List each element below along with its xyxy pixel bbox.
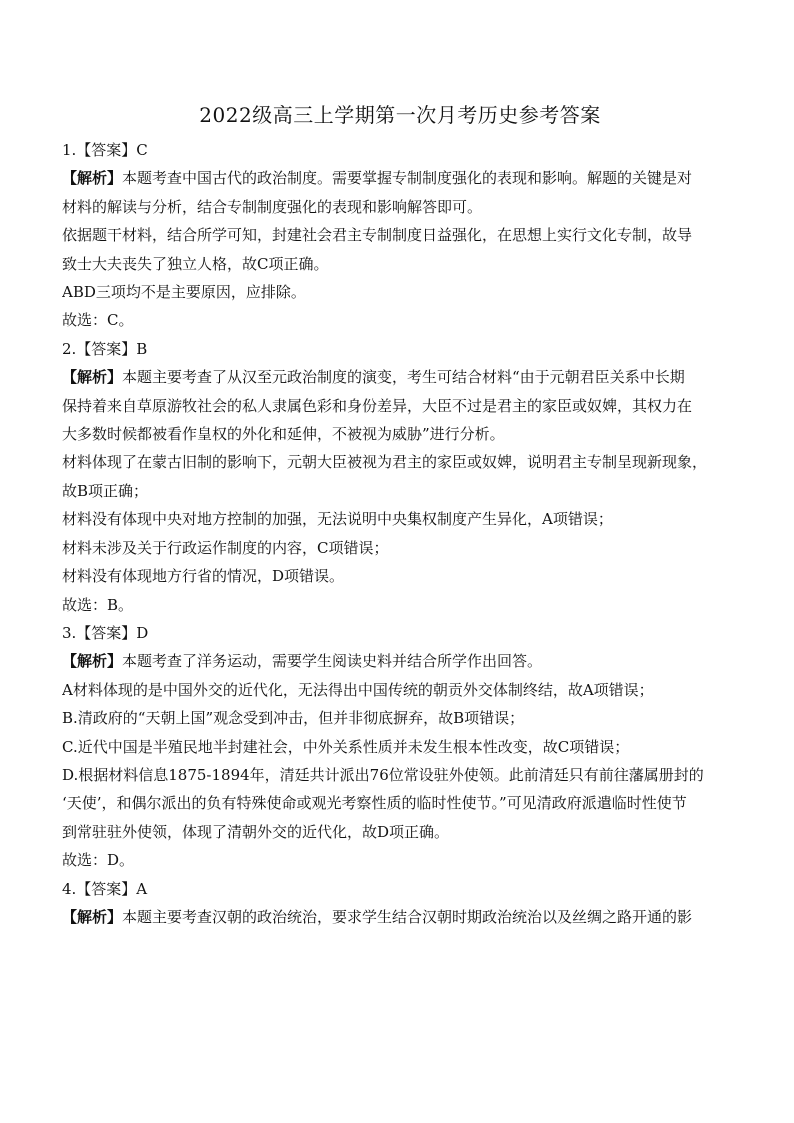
choice-line: 故选：D。 <box>62 851 135 870</box>
analysis-line <box>62 363 738 391</box>
choice-line: 故选：C。 <box>62 311 134 330</box>
analysis-text: 故B项正确； <box>62 481 149 500</box>
analysis-text: D.根据材料信息1875-1894年，清廷共计派出76位常设驻外使领。此前清廷只有前往藩属册封的 <box>62 765 704 784</box>
analysis-text: 保持着来自草原游牧社会的私人隶属色彩和身份差异，大臣不过是君主的家臣或奴婢，其权力在 <box>62 396 693 415</box>
analysis-text: 依据题干材料，结合所学可知，封建社会君主专制制度日益强化，在思想上实行文化专制，故导 <box>62 226 693 245</box>
question-1 <box>62 136 738 335</box>
analysis-tag: 【解析】 <box>62 169 123 188</box>
analysis-text: 本题主要考查汉朝的政治统治，要求学生结合汉朝时期政治统治以及丝绸之路开通的影 <box>122 907 693 926</box>
analysis-text: A材料体现的是中国外交的近代化，无法得出中国传统的朝贡外交体制终结，故A项错误； <box>62 680 654 699</box>
analysis-text: 本题考查了洋务运动，需要学生阅读史料并结合所学作出回答。 <box>122 652 543 671</box>
analysis-text: 本题考查中国古代的政治制度。需要掌握专制制度强化的表现和影响。解题的关键是对 <box>122 169 693 188</box>
analysis-line <box>62 903 738 931</box>
analysis-tag: 【解析】 <box>62 907 123 926</box>
page-title: 2022级高三上学期第一次月考历史参考答案 <box>199 103 601 127</box>
analysis-line <box>62 164 738 192</box>
analysis-text: ‘天使’，和偶尔派出的负有特殊使命或观光考察性质的临时性使节。”可见清政府派遣临时性使节 <box>62 794 687 813</box>
question-3 <box>62 619 738 875</box>
analysis-text: 本题主要考查了从汉至元政治制度的演变，考生可结合材料“由于元朝君臣关系中长期 <box>122 368 685 387</box>
analysis-text: 大多数时候都被看作皇权的外化和延伸，不被视为威胁”进行分析。 <box>62 425 505 444</box>
analysis-text: 致士大夫丧失了独立人格，故C项正确。 <box>62 254 329 273</box>
analysis-text: 材料未涉及关于行政运作制度的内容，C项错误； <box>62 538 389 557</box>
analysis-text: 材料没有体现地方行省的情况，D项错误。 <box>62 567 345 586</box>
analysis-text: ABD三项均不是主要原因，应排除。 <box>62 283 306 302</box>
answer-line: 2.【答案】B <box>62 339 148 358</box>
analysis-text: 材料没有体现中央对地方控制的加强，无法说明中央集权制度产生异化，A项错误； <box>62 510 613 529</box>
analysis-text: 材料的解读与分析，结合专制制度强化的表现和影响解答即可。 <box>62 197 483 216</box>
analysis-line <box>62 647 738 675</box>
answer-line: 3.【答案】D <box>62 623 149 642</box>
analysis-tag: 【解析】 <box>62 368 123 387</box>
analysis-text: 到常驻驻外使领，体现了清朝外交的近代化，故D项正确。 <box>62 822 450 841</box>
choice-line: 故选：B。 <box>62 595 134 614</box>
analysis-text: 材料体现了在蒙古旧制的影响下，元朝大臣被视为君主的家臣或奴婢，说明君主专制呈现新现象， <box>62 453 708 472</box>
answer-line: 4.【答案】A <box>62 879 148 898</box>
analysis-text: C.近代中国是半殖民地半封建社会，中外关系性质并未发生根本性改变，故C项错误； <box>62 737 630 756</box>
question-4 <box>62 875 738 932</box>
answer-line: 1.【答案】C <box>62 141 148 159</box>
analysis-text: B.清政府的“天朝上国”观念受到冲击，但并非彻底摒弃，故B项错误； <box>62 709 525 728</box>
analysis-tag: 【解析】 <box>62 652 123 671</box>
question-2 <box>62 335 738 619</box>
